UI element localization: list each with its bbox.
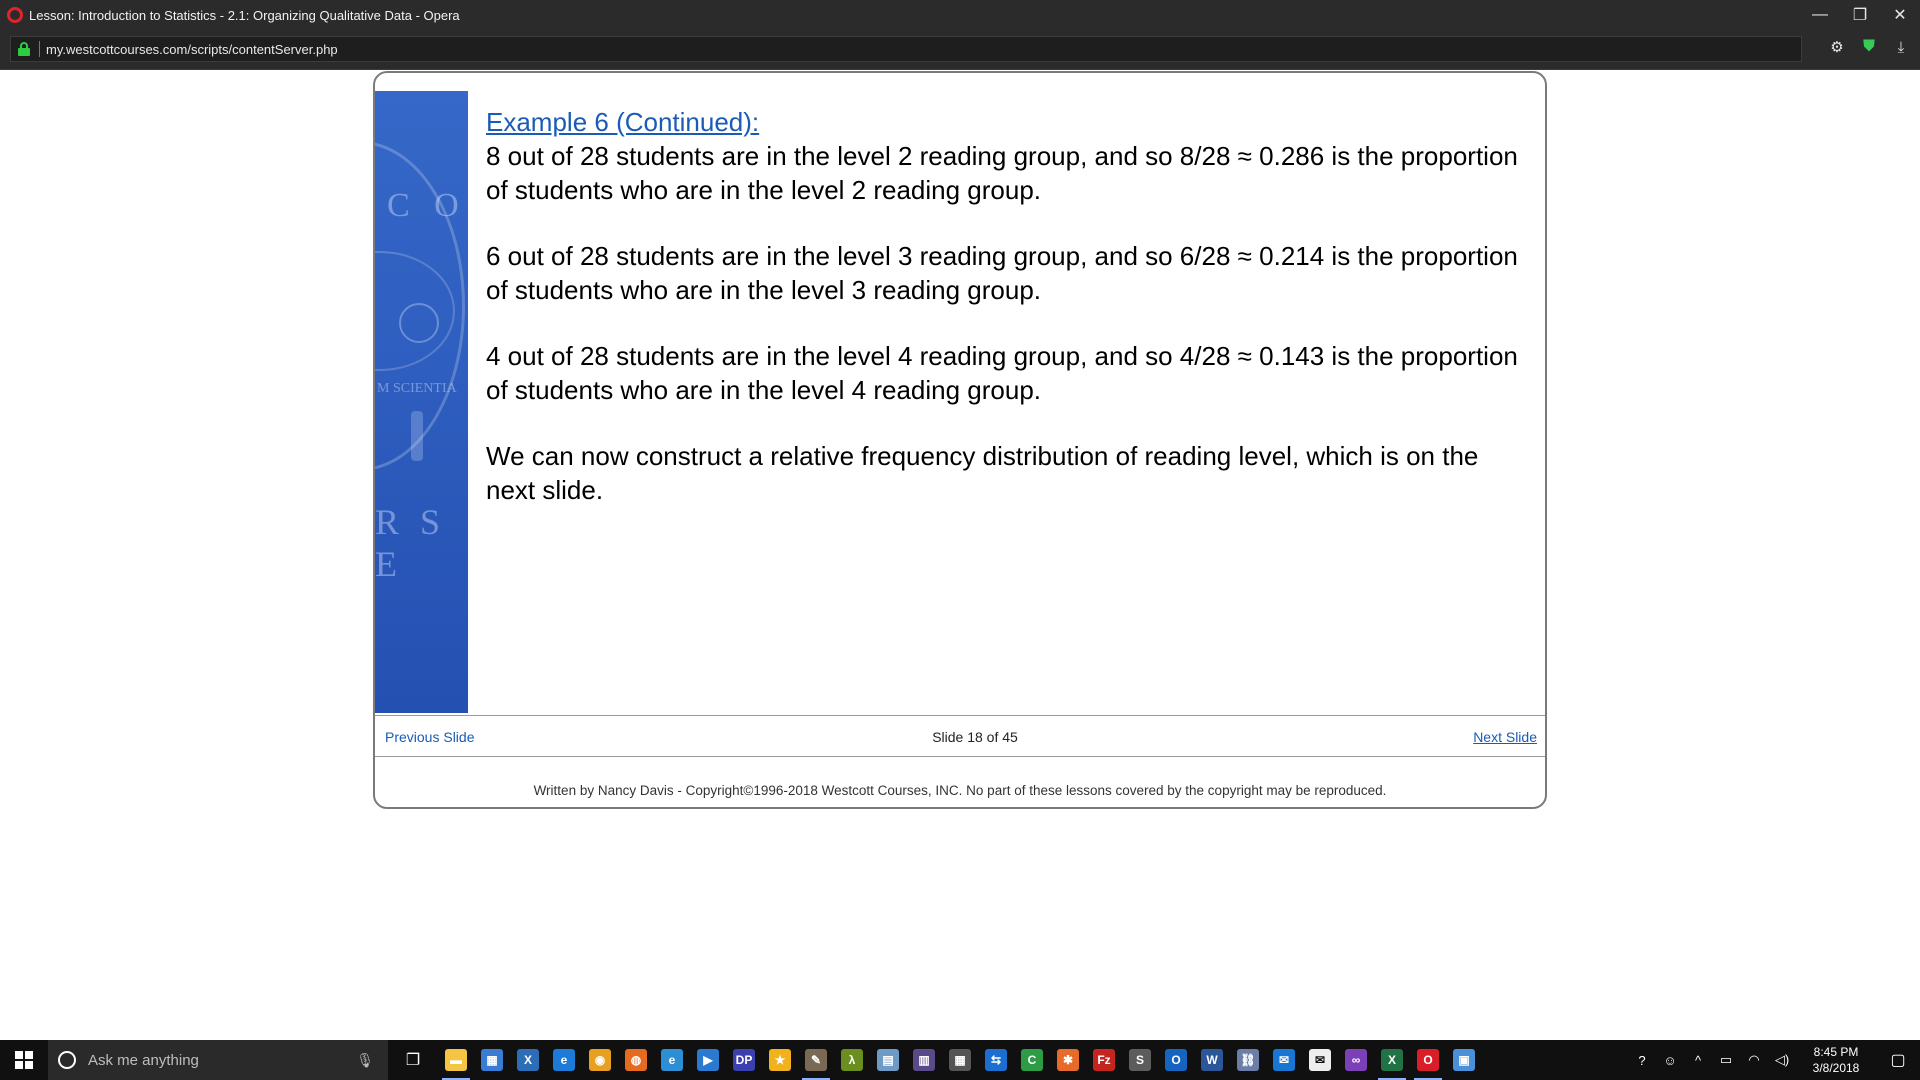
cortana-icon	[58, 1051, 76, 1069]
dp-icon: DP	[733, 1049, 755, 1071]
taskbar-app-visual-studio[interactable]	[1338, 1040, 1374, 1080]
battery-icon[interactable]: ▭	[1719, 1052, 1733, 1067]
taskbar-app-calculator[interactable]	[942, 1040, 978, 1080]
taskbar-app-edge[interactable]	[546, 1040, 582, 1080]
outlook-icon: O	[1165, 1049, 1187, 1071]
start-button[interactable]	[0, 1040, 48, 1080]
url-text[interactable]: my.westcottcourses.com/scripts/contentServer.php	[46, 41, 338, 57]
slide-navigation	[375, 715, 1545, 757]
camtasia-icon: C	[1021, 1049, 1043, 1071]
wifi-icon[interactable]: ◠	[1748, 1052, 1760, 1067]
taskbar	[0, 1040, 1920, 1080]
edge-icon: e	[553, 1049, 575, 1071]
taskbar-app-tool-x[interactable]	[510, 1040, 546, 1080]
network-app-icon: ⛓	[1237, 1049, 1259, 1071]
tool-x-icon: X	[517, 1049, 539, 1071]
powershell-icon: ▶	[697, 1049, 719, 1071]
next-slide-link[interactable]: Next Slide	[1473, 729, 1537, 745]
restore-button[interactable]: ❐	[1852, 7, 1868, 24]
taskbar-app-ie[interactable]	[654, 1040, 690, 1080]
notes-icon: ▤	[877, 1049, 899, 1071]
lock-icon[interactable]	[17, 42, 31, 56]
close-button[interactable]: ✕	[1893, 7, 1907, 24]
firefox-icon: ◍	[625, 1049, 647, 1071]
minimize-button[interactable]: —	[1812, 6, 1828, 23]
store-icon: ▦	[481, 1049, 503, 1071]
slide	[375, 91, 1545, 713]
photos-icon: ▣	[1453, 1049, 1475, 1071]
notification-center-icon[interactable]: ▢	[1890, 1052, 1906, 1069]
taskbar-app-powershell[interactable]	[690, 1040, 726, 1080]
file-explorer-icon: ▬	[445, 1049, 467, 1071]
cortana-search-box[interactable]	[48, 1040, 388, 1080]
taskbar-app-star-app[interactable]	[762, 1040, 798, 1080]
slide-side-banner	[375, 91, 468, 713]
sublime-icon: S	[1129, 1049, 1151, 1071]
title-bar	[0, 0, 1920, 30]
seal-middle-text: M SCIENTIA	[377, 381, 457, 396]
taskbar-app-lambda[interactable]	[834, 1040, 870, 1080]
taskbar-app-store[interactable]	[474, 1040, 510, 1080]
taskbar-app-network-app[interactable]	[1230, 1040, 1266, 1080]
chevron-up-icon[interactable]: ^	[1694, 1052, 1702, 1068]
download-icon[interactable]: ⤓	[1897, 38, 1905, 56]
opera-logo-icon	[7, 7, 23, 23]
calculator-icon: ▦	[949, 1049, 971, 1071]
paragraph-next-slide: We can now construct a relative frequency distribution of reading level, which is on the next slide.	[486, 441, 1479, 505]
gear-icon[interactable]: ⚙	[1830, 39, 1844, 56]
people-icon[interactable]: ☺	[1663, 1052, 1677, 1068]
taskbar-app-sublime[interactable]	[1122, 1040, 1158, 1080]
lesson-frame	[373, 71, 1547, 809]
paragraph-level-3: 6 out of 28 students are in the level 3 reading group, and so 6/28 ≈ 0.214 is the proportion of students who are in the level 3 reading group.	[486, 241, 1518, 305]
slide-heading: Example 6 (Continued):	[486, 107, 760, 137]
taskbar-app-dp[interactable]	[726, 1040, 762, 1080]
system-tray	[1628, 1040, 1920, 1080]
winrar-icon: ▥	[913, 1049, 935, 1071]
mail-icon: ✉	[1309, 1049, 1331, 1071]
taskbar-app-opera[interactable]	[1410, 1040, 1446, 1080]
outlook-mail-icon: ✉	[1273, 1049, 1295, 1071]
teamviewer-icon: ⇆	[985, 1049, 1007, 1071]
visual-studio-icon: ∞	[1345, 1049, 1367, 1071]
taskbar-apps	[438, 1040, 1482, 1080]
taskbar-app-file-explorer[interactable]	[438, 1040, 474, 1080]
torch-icon	[411, 411, 423, 461]
opera-icon: O	[1417, 1049, 1439, 1071]
seal-top-text: C O	[387, 187, 467, 224]
taskbar-app-gimp[interactable]	[798, 1040, 834, 1080]
clock-time: 8:45 PM	[1813, 1045, 1859, 1059]
previous-slide-link[interactable]: Previous Slide	[385, 729, 475, 745]
taskbar-app-outlook[interactable]	[1158, 1040, 1194, 1080]
taskbar-app-word[interactable]	[1194, 1040, 1230, 1080]
taskbar-app-camtasia[interactable]	[1014, 1040, 1050, 1080]
slide-counter: Slide 18 of 45	[932, 729, 1018, 745]
url-field[interactable]	[10, 36, 1802, 62]
window-controls	[1800, 0, 1920, 30]
lambda-icon: λ	[841, 1049, 863, 1071]
gimp-icon: ✎	[805, 1049, 827, 1071]
search-placeholder[interactable]: Ask me anything	[88, 1051, 199, 1069]
taskbar-app-winrar[interactable]	[906, 1040, 942, 1080]
volume-icon[interactable]: ◁)	[1774, 1052, 1790, 1067]
xampp-icon: ✱	[1057, 1049, 1079, 1071]
taskbar-app-firefox[interactable]	[618, 1040, 654, 1080]
vpn-shield-icon[interactable]: ⛊	[1862, 38, 1875, 55]
taskbar-app-outlook-mail[interactable]	[1266, 1040, 1302, 1080]
paragraph-level-4: 4 out of 28 students are in the level 4 reading group, and so 4/28 ≈ 0.143 is the proportion of students who are in the level 4 reading group.	[486, 341, 1518, 405]
ie-icon: e	[661, 1049, 683, 1071]
help-icon[interactable]: ?	[1638, 1052, 1646, 1068]
taskbar-app-teamviewer[interactable]	[978, 1040, 1014, 1080]
word-icon: W	[1201, 1049, 1223, 1071]
window-title: Lesson: Introduction to Statistics - 2.1: Organizing Qualitative Data - Opera	[29, 7, 460, 23]
taskbar-app-filezilla[interactable]	[1086, 1040, 1122, 1080]
star-app-icon: ★	[769, 1049, 791, 1071]
copyright-footer: Written by Nancy Davis - Copyright©1996-2018 Westcott Courses, INC. No part of these lessons covered by the copyright may be reproduced.	[533, 783, 1387, 798]
taskbar-app-photos[interactable]	[1446, 1040, 1482, 1080]
excel-icon: X	[1381, 1049, 1403, 1071]
taskbar-app-chrome[interactable]	[582, 1040, 618, 1080]
clock[interactable]	[1796, 1044, 1876, 1076]
address-bar	[0, 30, 1920, 70]
address-bar-icons	[1828, 38, 1910, 56]
chrome-icon: ◉	[589, 1049, 611, 1071]
taskbar-app-xampp[interactable]	[1050, 1040, 1086, 1080]
slide-body	[486, 105, 1526, 539]
taskbar-app-mail[interactable]	[1302, 1040, 1338, 1080]
paragraph-level-2: 8 out of 28 students are in the level 2 reading group, and so 8/28 ≈ 0.286 is the proportion of students who are in the level 2 reading group.	[486, 141, 1518, 205]
microphone-icon[interactable]: 🎙	[356, 1051, 374, 1068]
globe-icon	[399, 303, 439, 343]
windows-logo-icon	[15, 1051, 33, 1069]
taskbar-app-notes[interactable]	[870, 1040, 906, 1080]
filezilla-icon: Fz	[1093, 1049, 1115, 1071]
page-content	[0, 70, 1920, 1040]
taskbar-app-excel[interactable]	[1374, 1040, 1410, 1080]
seal-bottom-text: R S E	[375, 502, 447, 584]
url-divider	[39, 41, 40, 57]
clock-date: 3/8/2018	[1812, 1061, 1860, 1075]
task-view-icon[interactable]: ❐	[405, 1052, 421, 1069]
